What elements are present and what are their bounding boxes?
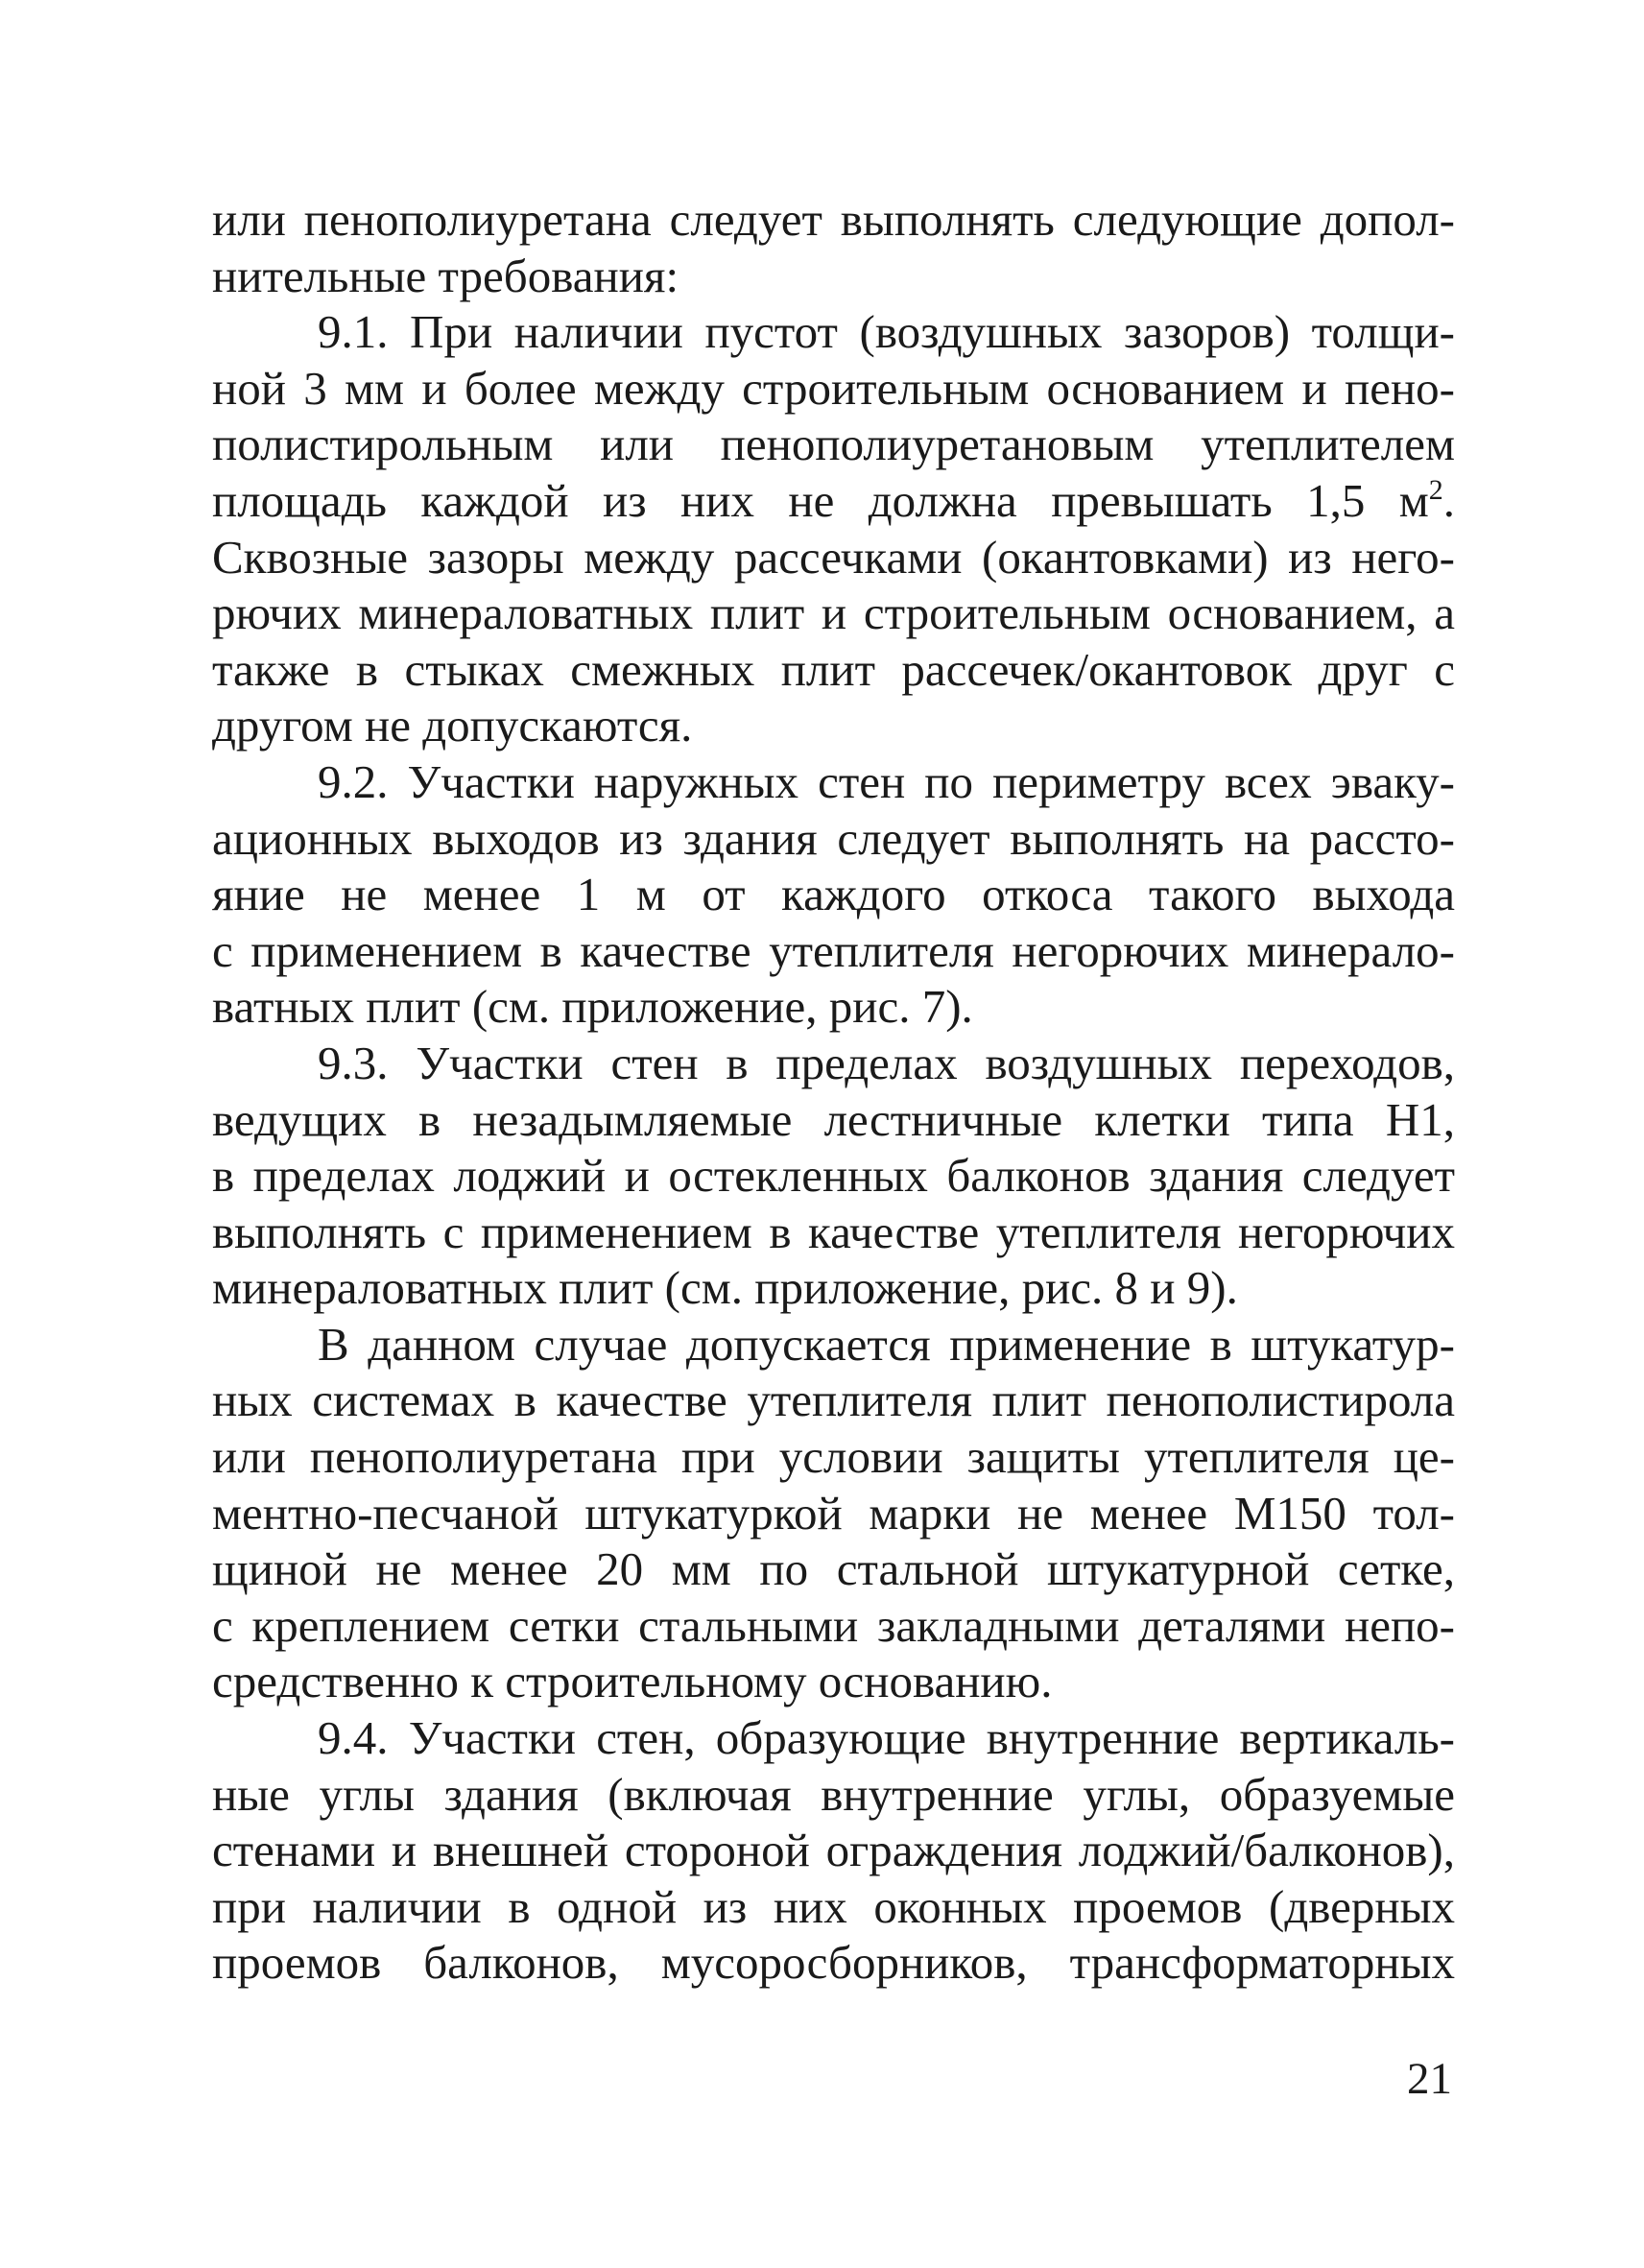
text-line: также в стыках смежных плит рассечек/окантовок друг с — [212, 642, 1455, 696]
text-line: ационных выходов из здания следует выполнять на рассто- — [212, 811, 1455, 865]
document-body — [212, 192, 1455, 1992]
text-line: 9.1. При наличии пустот (воздушных зазоров) толщи- — [318, 305, 1455, 359]
page-number: 21 — [1407, 2054, 1452, 2104]
text-line: с применением в качестве утеплителя негорючих минерало- — [212, 923, 1455, 977]
text-line: минераловатных плит (см. приложение, рис. 8 и 9). — [212, 1261, 1238, 1315]
text-line: ных системах в качестве утеплителя плит пенополистирола — [212, 1373, 1455, 1427]
text-line: 9.2. Участки наружных стен по периметру всех эваку- — [318, 754, 1455, 808]
text-line: средственно к строительному основанию. — [212, 1655, 1053, 1708]
text-line: рючих минераловатных плит и строительным основанием, а — [212, 586, 1455, 640]
text-line: ной 3 мм и более между строительным основанием и пено- — [212, 361, 1455, 415]
text-line: другом не допускаются. — [212, 699, 693, 752]
text-line: при наличии в одной из них оконных проемов (дверных — [212, 1879, 1455, 1933]
text-fragment: площадь каждой из них не должна превышать 1,5 м — [212, 473, 1429, 527]
text-line: 9.3. Участки стен в пределах воздушных переходов, — [318, 1036, 1455, 1089]
superscript: 2 — [1428, 473, 1443, 506]
text-line: ватных плит (см. приложение, рис. 7). — [212, 980, 973, 1034]
text-line: или пенополиуретана следует выполнять следующие допол- — [212, 193, 1455, 246]
text-line: ментно-песчаной штукатуркой марки не менее М150 тол- — [212, 1486, 1455, 1540]
text-line: щиной не менее 20 мм по стальной штукатурной сетке, — [212, 1542, 1455, 1596]
text-fragment: . — [1442, 473, 1455, 527]
text-line-with-superscript — [212, 473, 1455, 530]
text-line: ные углы здания (включая внутренние углы, образуемые — [212, 1767, 1455, 1821]
text-line: проемов балконов, мусоросборников, трансформаторных — [212, 1936, 1455, 1990]
text-line: или пенополиуретана при условии защиты утеплителя це- — [212, 1430, 1455, 1484]
text-line: яние не менее 1 м от каждого откоса такого выхода — [212, 868, 1455, 921]
text-line: 9.4. Участки стен, образующие внутренние вертикаль- — [318, 1711, 1455, 1765]
text-line: нительные требования: — [212, 249, 679, 302]
text-line: выполнять с применением в качестве утеплителя негорючих — [212, 1205, 1455, 1258]
text-line: полистирольным или пенополиуретановым утеплителем — [212, 418, 1455, 471]
text-line: стенами и внешней стороной ограждения лоджий/балконов), — [212, 1824, 1455, 1877]
text-line: в пределах лоджий и остекленных балконов здания следует — [212, 1149, 1455, 1203]
text-line: В данном случае допускается применение в штукатур- — [318, 1317, 1455, 1371]
text-line: с креплением сетки стальными закладными деталями непо- — [212, 1598, 1455, 1652]
text-line: ведущих в незадымляемые лестничные клетки типа Н1, — [212, 1092, 1455, 1146]
text-line: Сквозные зазоры между рассечками (окантовками) из него- — [212, 530, 1455, 584]
